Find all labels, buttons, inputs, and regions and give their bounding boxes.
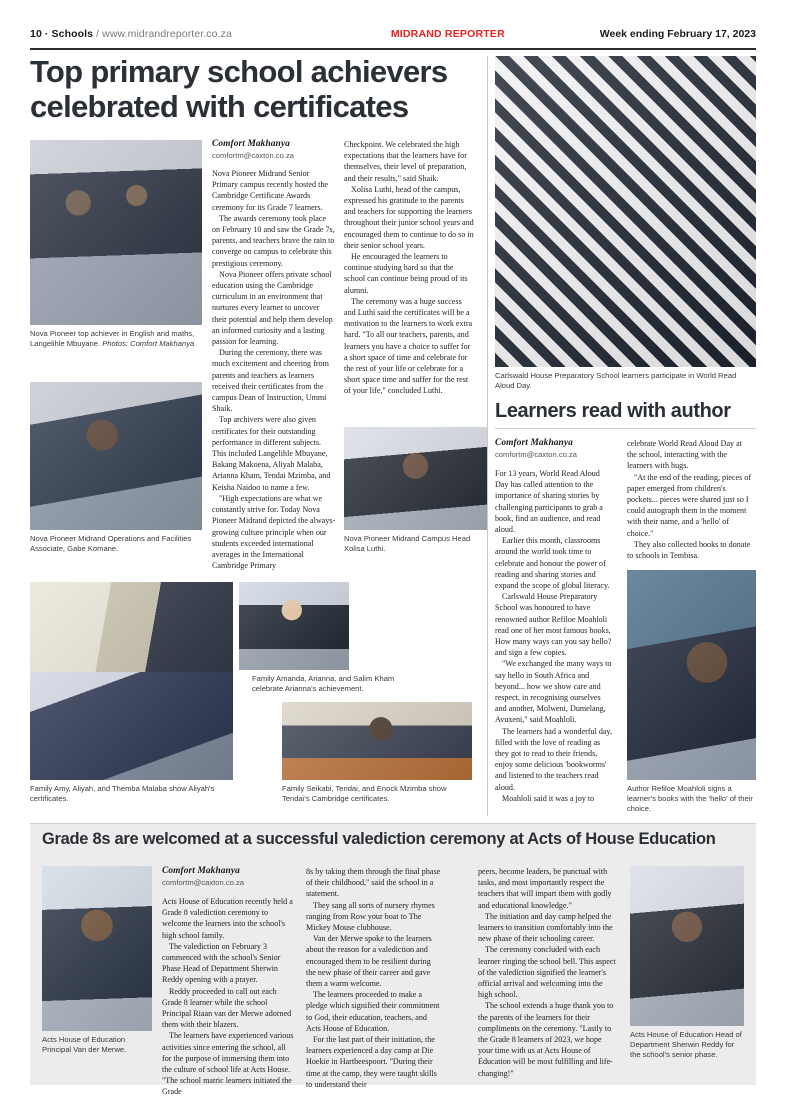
paragraph: Nova Pioneer offers private school education using the Cambridge curriculum in an environment that nurtures every learner to uncover their potential and help them develop an informed curiosity and a lasting passion for learning.: [212, 269, 333, 347]
paragraph: For the last part of their initiation, the learners experienced a day camp at Die Hoekie in Hartbeespoort. "During their time at the camp, they were taught skills to understand their: [306, 1035, 437, 1089]
paragraph: The initiation and day camp helped the learners to transition comfortably into the new phase of their schooling career.: [478, 911, 613, 944]
caption-acts-hod: Acts House of Education Head of Department Sherwin Reddy for the school's senior phase.: [630, 1030, 742, 1060]
paragraph: Xolisa Luthi, head of the campus, expressed his gratitude to the parents and teachers for supporting the learners throughout their junior school years and encouraged them to continue to do so in their senior school years.: [344, 184, 474, 250]
caption-campus-head: Nova Pioneer Midrand Campus Head Xolisa Luthi.: [344, 534, 471, 554]
paragraph: celebrate World Read Aloud Day at the school, interacting with the learners with hugs.: [627, 439, 742, 471]
caption-author-signing: Author Refiloe Moahloli signs a learner's books with the 'hello' of their choice.: [627, 784, 753, 814]
article-bottom-column-1: [162, 896, 296, 1098]
byline-author-name: Comfort Makhanya: [495, 438, 573, 448]
publication-name: MIDRAND REPORTER: [390, 28, 505, 40]
paragraph: Van der Merwe spoke to the learners about the reason for a valediction and encouraged them to be resilient during the new phase of their career and gave them a warm welcome.: [306, 934, 432, 989]
caption-acts-principal: Acts House of Education Principal Van der Merwe.: [42, 1035, 127, 1055]
paragraph: 8s by taking them through the final phase of their childhood," said the school in a statement.: [306, 867, 441, 899]
caption-operations-associate: Nova Pioneer Midrand Operations and Facilities Associate, Gabe Komane.: [30, 534, 192, 554]
byline-main: [212, 139, 334, 160]
paragraph: Moahloli said it was a joy to: [502, 793, 595, 803]
paragraph: Top archivers were also given certificates for their outstanding performance in different subjects. This included Langelihle Mbuyane, Bakang Makoena, Aliyah Malaba, Arianna Kham, Tendai Mzimba, and Keisha Naidoo to name a few.: [212, 415, 331, 492]
paragraph: During the ceremony, there was much excitement and cheering from parents and teachers as learners received their certificates from the campus Dean of Instruction, Ummi Shaik.: [212, 348, 329, 414]
byline-author-article: [495, 438, 617, 459]
article-main-column-2: [344, 139, 474, 397]
byline-author-email[interactable]: comfortm@caxton.co.za: [495, 450, 577, 459]
paragraph: The learners proceeded to make a pledge which signified their commitment to God, their education, teachers, and Acts House of Education.: [306, 990, 440, 1033]
article-bottom-column-3: [478, 866, 618, 1079]
bottom-article-title: Grade 8s are welcomed at a successful valediction ceremony at Acts of House Education: [42, 830, 716, 848]
caption-family-malaba: Family Amy, Aliyah, and Themba Malaba show Aliyah's certificates.: [30, 784, 215, 804]
page-title: Top primary school achievers celebrated with certificates: [30, 54, 448, 125]
paragraph: The school extends a huge thank you to the parents of the learners for their compliments on the ceremony. "Lastly to the Grade 8 learners of 2023, we hope your time with us at Acts House of Education will be most fulfilling and life-changing!": [478, 1001, 614, 1078]
masthead-slash: /: [96, 28, 103, 40]
photo-operations-associate: [30, 382, 202, 530]
article-bottom-column-2: [306, 866, 442, 1090]
paragraph: He encouraged the learners to continue studying hard so that the school can continue being proud of its alumni.: [344, 252, 468, 295]
photo-family-malaba: [30, 672, 233, 780]
masthead-rule: [30, 48, 756, 50]
article-main-column-1: [212, 168, 336, 571]
byline-author-email[interactable]: comfortm@caxton.co.za: [162, 878, 244, 887]
masthead-left: [30, 28, 232, 40]
section-name: Schools: [51, 28, 94, 40]
photo-family-mzimba: [282, 702, 472, 780]
photo-carlswald-read-aloud: [495, 56, 756, 367]
paragraph: peers, become leaders, be punctual with tasks, and most importantly respect the teachers that will impart them with godly and educational knowledge.": [478, 867, 612, 910]
paragraph: "At the end of the reading, pieces of paper emerged from children's pockets... pieces were shared just so I could autograph them in the moment with their name, and a 'hello' of choice.": [627, 472, 752, 538]
paragraph: The valediction on February 3 commenced with the school's Senior Phase Head of Department Sherwin Reddy opening with a prayer.: [162, 941, 281, 985]
paragraph: Acts House of Education recently held a Grade 8 valediction ceremony to welcome the learners into the school's high school family.: [162, 897, 293, 940]
paragraph: Carlswald House Preparatory School was honoured to have renowned author Refiloe Moahloli read one of her most famous books, How many ways can you say hello? and sign a few copies.: [495, 592, 612, 658]
paragraph: Earlier this month, classrooms around the world took time to celebrate and honour the power of reading and sharing stories and expand the scope of global literacy.: [495, 536, 610, 591]
caption-family-mzimba: Family Seikabi, Tendai, and Enock Mzimba show Tendai's Cambridge certificates.: [282, 784, 447, 804]
paragraph: The awards ceremony took place on February 10 and saw the Grade 7s, parents, and teachers brave the rain to converge on campus to celebrate this prestigious ceremony.: [212, 213, 335, 268]
section-divider: [495, 428, 756, 429]
paragraph: They also collected books to donate to schools in Tembisa.: [627, 539, 751, 561]
paragraph: The ceremony was a huge success and Luthi said the certificates will be a motivation to the learners to work extra hard. "To all our teachers, parents, and learners you have a choice to suffer for a short space of time and celebrate for the rest of your life or celebrate for a short space time and suffer for the rest of your life," concluded Luthi.: [344, 296, 473, 396]
photo-acts-principal: [42, 866, 152, 1031]
byline-author-name: Comfort Makhanya: [162, 866, 240, 876]
masthead-url[interactable]: www.midrandreporter.co.za: [102, 28, 232, 40]
article-author-column-2: [627, 438, 753, 561]
paragraph: The learners had a wonderful day, filled with the love of reading as they got to read to their friends, enjoy some delicious 'bookworms' and listened to the teachers read aloud.: [495, 726, 613, 792]
page-number: 10: [30, 28, 42, 40]
paragraph: Nova Pioneer Midrand Senior Primary campus recently hosted the Cambridge Certificate Awards ceremony for its Grade 7 learners.: [212, 169, 328, 212]
paragraph: "We exchanged the many ways to say hello in South Africa and beyond... how we show care and respect, in recognising ourselves and another, Molweni, Dumelang, Avuxeni," said Moahloli.: [495, 659, 612, 725]
paragraph: "High expectations are what we constantly strive for. Today Nova Pioneer Midrand depicted the always-growing culture principle when our students exceeded international averages in the International Cambridge Primary: [212, 493, 336, 571]
photo-top-achiever: [30, 140, 202, 325]
paragraph: Reddy proceeded to call out each Grade 8 learner while the school Principal Riaan van der Merwe adorned them with their blazers.: [162, 986, 292, 1030]
paragraph: The ceremony concluded with each learner ringing the school bell. This aspect of the valediction signified the learner's official arrival and welcoming into the high school.: [478, 945, 616, 1000]
byline-author-email[interactable]: comfortm@caxton.co.za: [212, 151, 294, 160]
byline-bottom-article: [162, 866, 292, 887]
photo-campus-head: [344, 427, 487, 530]
article-author-column-1: [495, 468, 613, 804]
paragraph: They sang all sorts of nursery rhymes ranging from Row your boat to The Mickey Mouse clubhouse.: [306, 900, 435, 933]
paragraph: The learners have experienced various activities since entering the school, all for the purpose of immersing them into the culture of school life at Acts House. "The school matric learners initiated the Grade: [162, 1031, 294, 1097]
byline-author-name: Comfort Makhanya: [212, 139, 290, 149]
issue-date: Week ending February 17, 2023: [599, 28, 756, 40]
photo-acts-hod: [630, 866, 744, 1026]
vertical-divider-main: [487, 56, 488, 816]
masthead: [30, 28, 756, 50]
section-title-learners-read: Learners read with author: [495, 400, 731, 422]
photo-credit: Photos: Comfort Makhanya: [102, 339, 195, 349]
caption-text: Nova Pioneer top achiever in English and maths, Langelihle Mbuyane.: [30, 329, 195, 349]
photo-author-signing: [627, 570, 756, 780]
caption-top-achiever: [30, 329, 202, 349]
caption-carlswald: Carlswald House Preparatory School learners participate in World Read Aloud Day.: [495, 371, 737, 391]
paragraph: For 13 years, World Read Aloud Day has called attention to the importance of sharing stories by challenging participants to grab a book, find an audience, and read aloud.: [495, 469, 603, 535]
photo-family-kham: [239, 582, 349, 670]
masthead-bullet: ·: [44, 28, 52, 40]
paragraph: Checkpoint. We celebrated the high expectations that the learners have for themselves, their level of preparation, and their results," said Shaik.: [344, 140, 467, 183]
caption-family-kham: Family Amanda, Arianna, and Salim Kham celebrate Arianna's achievement.: [252, 674, 395, 694]
